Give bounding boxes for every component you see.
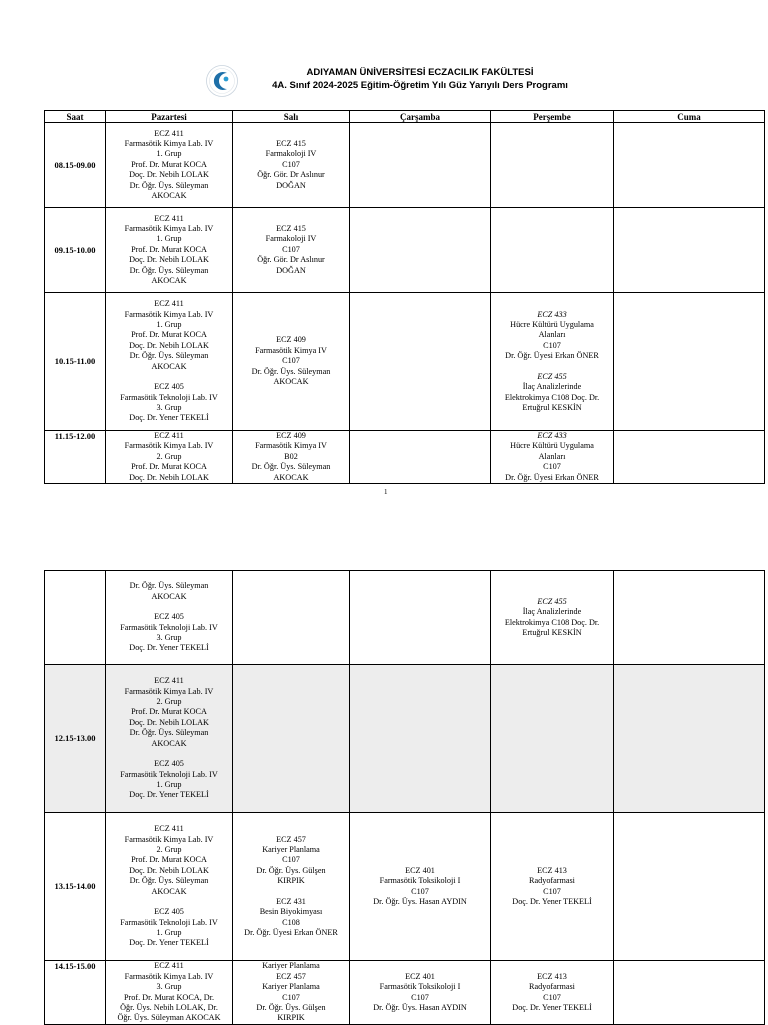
cell-line: Besin Biyokimyası <box>259 907 323 917</box>
course-cell <box>106 665 233 813</box>
cell-line: İlaç Analizlerinde <box>522 382 582 392</box>
course-cell <box>106 961 233 1025</box>
cell-line: Elektrokimya C108 Doç. Dr. <box>504 617 600 627</box>
empty-cell <box>614 665 765 813</box>
university-logo <box>205 64 239 98</box>
cell-line: Öğr. Üys. Nebih LOLAK, Dr. <box>120 1002 218 1012</box>
table-row <box>45 123 765 208</box>
cell-line: 2. Grup <box>156 845 182 855</box>
cell-line: ECZ 433 <box>537 431 567 440</box>
cell-line: AKOCAK <box>273 377 309 387</box>
cell-line: AKOCAK <box>151 361 187 371</box>
cell-line: 1. Grup <box>156 320 182 330</box>
cell-line: Ertuğrul KESKİN <box>522 402 582 412</box>
cell-line: Doç. Dr. Nebih LOLAK <box>129 170 209 180</box>
cell-line: AKOCAK <box>151 738 187 748</box>
cell-line: ECZ 455 <box>537 596 567 606</box>
course-cell <box>106 813 233 961</box>
cell-line: 3. Grup <box>156 632 182 642</box>
cell-line: Alanları <box>538 451 566 461</box>
cell-line: Farmasötik Kimya Lab. IV <box>124 834 214 844</box>
cell-line: Farmasötik Kimya Lab. IV <box>124 971 214 981</box>
col-header-cuma: Cuma <box>614 111 765 123</box>
cell-line: Doç. Dr. Yener TEKELİ <box>512 896 592 906</box>
cell-line: Radyofarmasi <box>529 982 575 992</box>
empty-cell <box>350 431 491 484</box>
cell-line: Farmasötik Kimya Lab. IV <box>124 686 214 696</box>
empty-cell <box>350 571 491 665</box>
table-row <box>45 431 765 484</box>
spacer <box>108 749 230 759</box>
cell-line: Farmasötik Kimya Lab. IV <box>124 138 214 148</box>
empty-cell <box>491 208 614 293</box>
cell-line: Doç. Dr. Yener TEKELİ <box>129 643 209 653</box>
empty-cell <box>614 571 765 665</box>
course-cell <box>491 813 614 961</box>
col-header-persembe: Perşembe <box>491 111 614 123</box>
cell-line: 3. Grup <box>156 402 182 412</box>
page-number: 1 <box>384 488 388 496</box>
time-cell: 14.15-15.00 <box>45 961 106 1025</box>
empty-cell <box>614 208 765 293</box>
cell-line: Farmasötik Kimya IV <box>255 441 327 451</box>
table-row <box>45 208 765 293</box>
course-cell <box>233 208 350 293</box>
table-row <box>45 961 765 1025</box>
course-cell <box>106 431 233 484</box>
cell-line: Doç. Dr. Nebih LOLAK <box>129 717 209 727</box>
cell-line: Prof. Dr. Murat KOCA, Dr. <box>123 992 215 1002</box>
time-cell: 11.15-12.00 <box>45 431 106 484</box>
cell-line: Öğr. Gör. Dr Aslınur <box>257 255 325 265</box>
cell-line: Prof. Dr. Murat KOCA <box>131 330 207 340</box>
cell-line: ECZ 405 <box>154 612 184 622</box>
cell-line: Farmasötik Kimya IV <box>255 345 327 355</box>
course-cell <box>233 813 350 961</box>
empty-cell <box>350 665 491 813</box>
cell-line: Prof. Dr. Murat KOCA <box>131 462 207 472</box>
cell-line: Doç. Dr. Yener TEKELİ <box>129 790 209 800</box>
cell-line: ECZ 413 <box>537 971 567 981</box>
cell-line: ECZ 411 <box>154 676 184 686</box>
cell-line: Farmakoloji IV <box>265 234 317 244</box>
spacer <box>493 362 611 372</box>
course-cell <box>233 431 350 484</box>
cell-line: ECZ 455 <box>537 371 567 381</box>
cell-line: ECZ 409 <box>276 335 306 345</box>
cell-line: Doç. Dr. Nebih LOLAK <box>129 255 209 265</box>
cell-line: Dr. Öğr. Üys. Süleyman <box>129 728 209 738</box>
cell-line: Kariyer Planlama <box>262 845 320 855</box>
cell-line: 3. Grup <box>156 982 182 992</box>
cell-line: Farmasötik Toksikoloji I <box>379 982 461 992</box>
cell-line: ECZ 415 <box>276 223 306 233</box>
cell-line: ECZ 457 <box>276 971 306 981</box>
table-row <box>45 571 765 665</box>
cell-line: C107 <box>543 462 561 472</box>
empty-cell <box>614 813 765 961</box>
cell-line: 2. Grup <box>156 451 182 461</box>
cell-line: AKOCAK <box>151 591 187 601</box>
cell-line: Dr. Öğr. Üys. Hasan AYDIN <box>373 896 467 906</box>
cell-line: Dr. Öğr. Üyesi Erkan ÖNER <box>244 927 338 937</box>
col-header-sali: Salı <box>233 111 350 123</box>
cell-line: AKOCAK <box>151 191 187 201</box>
course-cell <box>491 961 614 1025</box>
cell-line: ECZ 411 <box>154 961 184 971</box>
cell-line: Dr. Öğr. Üys. Süleyman <box>129 265 209 275</box>
cell-line: Doç. Dr. Yener TEKELİ <box>512 1002 592 1012</box>
cell-line: Farmasötik Teknoloji Lab. IV <box>120 392 218 402</box>
cell-line: ECZ 411 <box>154 431 184 440</box>
cell-line: C107 <box>282 855 300 865</box>
cell-line: Farmakoloji IV <box>265 149 317 159</box>
cell-line: C108 <box>282 917 300 927</box>
cell-line: ECZ 405 <box>154 382 184 392</box>
course-cell <box>233 961 350 1025</box>
cell-line: Farmasötik Kimya Lab. IV <box>124 223 214 233</box>
spacer <box>108 897 230 907</box>
cell-line: Farmasötik Teknoloji Lab. IV <box>120 622 218 632</box>
cell-line: Öğr. Üys. Süleyman AKOCAK <box>117 1013 221 1023</box>
cell-line: Dr. Öğr. Üys. Süleyman <box>129 180 209 190</box>
cell-line: Dr. Öğr. Üys. Süleyman <box>251 462 331 472</box>
cell-line: Kariyer Planlama <box>262 961 320 971</box>
cell-line: DOĞAN <box>276 265 306 275</box>
cell-line: AKOCAK <box>273 472 309 482</box>
time-cell: 09.15-10.00 <box>45 208 106 293</box>
cell-line: AKOCAK <box>151 886 187 896</box>
empty-cell <box>614 961 765 1025</box>
cell-line: ECZ 457 <box>276 834 306 844</box>
time-cell: 10.15-11.00 <box>45 293 106 431</box>
cell-line: C107 <box>282 244 300 254</box>
cell-line: ECZ 433 <box>537 309 567 319</box>
course-cell <box>350 813 491 961</box>
cell-line: C107 <box>282 356 300 366</box>
cell-line: Dr. Öğr. Üys. Gülşen <box>256 1002 326 1012</box>
cell-line: Prof. Dr. Murat KOCA <box>131 855 207 865</box>
cell-line: ECZ 411 <box>154 299 184 309</box>
cell-line: C107 <box>411 992 429 1002</box>
table-row <box>45 665 765 813</box>
empty-cell <box>491 665 614 813</box>
cell-line: 1. Grup <box>156 149 182 159</box>
cell-line: Dr. Öğr. Üyesi Erkan ÖNER <box>505 472 599 482</box>
cell-line: ECZ 409 <box>276 431 306 440</box>
cell-line: B02 <box>284 451 298 461</box>
cell-line: Dr. Öğr. Üys. Süleyman <box>251 366 331 376</box>
cell-line: Doç. Dr. Yener TEKELİ <box>129 413 209 423</box>
cell-line: C107 <box>543 886 561 896</box>
cell-line: 1. Grup <box>156 779 182 789</box>
cell-line: Prof. Dr. Murat KOCA <box>131 159 207 169</box>
cell-line: C107 <box>543 340 561 350</box>
empty-cell <box>614 293 765 431</box>
empty-cell <box>350 123 491 208</box>
table-row <box>45 293 765 431</box>
course-cell <box>491 571 614 665</box>
document-header <box>250 66 590 92</box>
spacer <box>235 887 347 897</box>
cell-line: Prof. Dr. Murat KOCA <box>131 244 207 254</box>
cell-line: AKOCAK <box>151 276 187 286</box>
cell-line: Dr. Öğr. Üys. Süleyman <box>129 581 209 591</box>
cell-line: ECZ 411 <box>154 213 184 223</box>
cell-line: Elektrokimya C108 Doç. Dr. <box>504 392 600 402</box>
cell-line: İlaç Analizlerinde <box>522 607 582 617</box>
cell-line: KIRPIK <box>277 876 305 886</box>
header-row <box>45 111 765 123</box>
schedule-table-page-1 <box>44 110 765 484</box>
col-header-pazartesi: Pazartesi <box>106 111 233 123</box>
course-cell <box>491 431 614 484</box>
spacer <box>108 372 230 382</box>
course-cell <box>491 293 614 431</box>
schedule-table-page-2 <box>44 570 765 1025</box>
cell-line: ECZ 401 <box>405 971 435 981</box>
cell-line: Farmasötik Teknoloji Lab. IV <box>120 769 218 779</box>
cell-line: ECZ 431 <box>276 896 306 906</box>
cell-line: Alanları <box>538 330 566 340</box>
cell-line: Farmasötik Kimya Lab. IV <box>124 309 214 319</box>
course-cell <box>350 961 491 1025</box>
cell-line: Dr. Öğr. Üys. Hasan AYDIN <box>373 1002 467 1012</box>
empty-cell <box>350 208 491 293</box>
cell-line: Hücre Kültürü Uygulama <box>510 320 594 330</box>
course-cell <box>106 208 233 293</box>
cell-line: Farmasötik Toksikoloji I <box>379 876 461 886</box>
cell-line: Kariyer Planlama <box>262 982 320 992</box>
empty-cell <box>233 571 350 665</box>
cell-line: Doç. Dr. Yener TEKELİ <box>129 938 209 948</box>
time-cell: 13.15-14.00 <box>45 813 106 961</box>
cell-line: ECZ 405 <box>154 759 184 769</box>
cell-line: 1. Grup <box>156 234 182 244</box>
table-row <box>45 813 765 961</box>
empty-cell <box>491 123 614 208</box>
cell-line: DOĞAN <box>276 180 306 190</box>
cell-line: ECZ 405 <box>154 907 184 917</box>
spacer <box>108 602 230 612</box>
cell-line: Dr. Öğr. Üys. Gülşen <box>256 865 326 875</box>
cell-line: Radyofarmasi <box>529 876 575 886</box>
cell-line: Hücre Kültürü Uygulama <box>510 441 594 451</box>
empty-cell <box>350 293 491 431</box>
program-title: 4A. Sınıf 2024-2025 Eğitim-Öğretim Yılı Güz Yarıyılı Ders Programı <box>272 80 568 91</box>
time-cell: 08.15-09.00 <box>45 123 106 208</box>
cell-line: KIRPIK <box>277 1013 305 1023</box>
cell-line: Prof. Dr. Murat KOCA <box>131 707 207 717</box>
cell-line: ECZ 401 <box>405 865 435 875</box>
cell-line: Dr. Öğr. Üyesi Erkan ÖNER <box>505 351 599 361</box>
time-cell <box>45 571 106 665</box>
empty-cell <box>233 665 350 813</box>
course-cell <box>106 293 233 431</box>
col-header-saat: Saat <box>45 111 106 123</box>
cell-line: C107 <box>282 159 300 169</box>
course-cell <box>106 571 233 665</box>
cell-line: Dr. Öğr. Üys. Süleyman <box>129 876 209 886</box>
cell-line: C107 <box>282 992 300 1002</box>
cell-line: Farmasötik Kimya Lab. IV <box>124 441 214 451</box>
faculty-title: ADIYAMAN ÜNİVERSİTESİ ECZACILIK FAKÜLTESİ <box>306 67 534 78</box>
cell-line: ECZ 411 <box>154 128 184 138</box>
course-cell <box>233 293 350 431</box>
course-cell <box>233 123 350 208</box>
cell-line: Farmasötik Teknoloji Lab. IV <box>120 917 218 927</box>
cell-line: Doç. Dr. Nebih LOLAK <box>129 340 209 350</box>
cell-line: ECZ 411 <box>154 824 184 834</box>
empty-cell <box>614 431 765 484</box>
cell-line: C107 <box>543 992 561 1002</box>
cell-line: Doç. Dr. Nebih LOLAK <box>129 865 209 875</box>
cell-line: Ertuğrul KESKİN <box>522 627 582 637</box>
cell-line: Doç. Dr. Nebih LOLAK <box>129 472 209 482</box>
cell-line: ECZ 415 <box>276 138 306 148</box>
empty-cell <box>614 123 765 208</box>
cell-line: Öğr. Gör. Dr Aslınur <box>257 170 325 180</box>
cell-line: C107 <box>411 886 429 896</box>
time-cell: 12.15-13.00 <box>45 665 106 813</box>
cell-line: ECZ 413 <box>537 865 567 875</box>
cell-line: Dr. Öğr. Üys. Süleyman <box>129 351 209 361</box>
col-header-carsamba: Çarşamba <box>350 111 491 123</box>
cell-line: 1. Grup <box>156 927 182 937</box>
cell-line: 2. Grup <box>156 697 182 707</box>
course-cell <box>106 123 233 208</box>
